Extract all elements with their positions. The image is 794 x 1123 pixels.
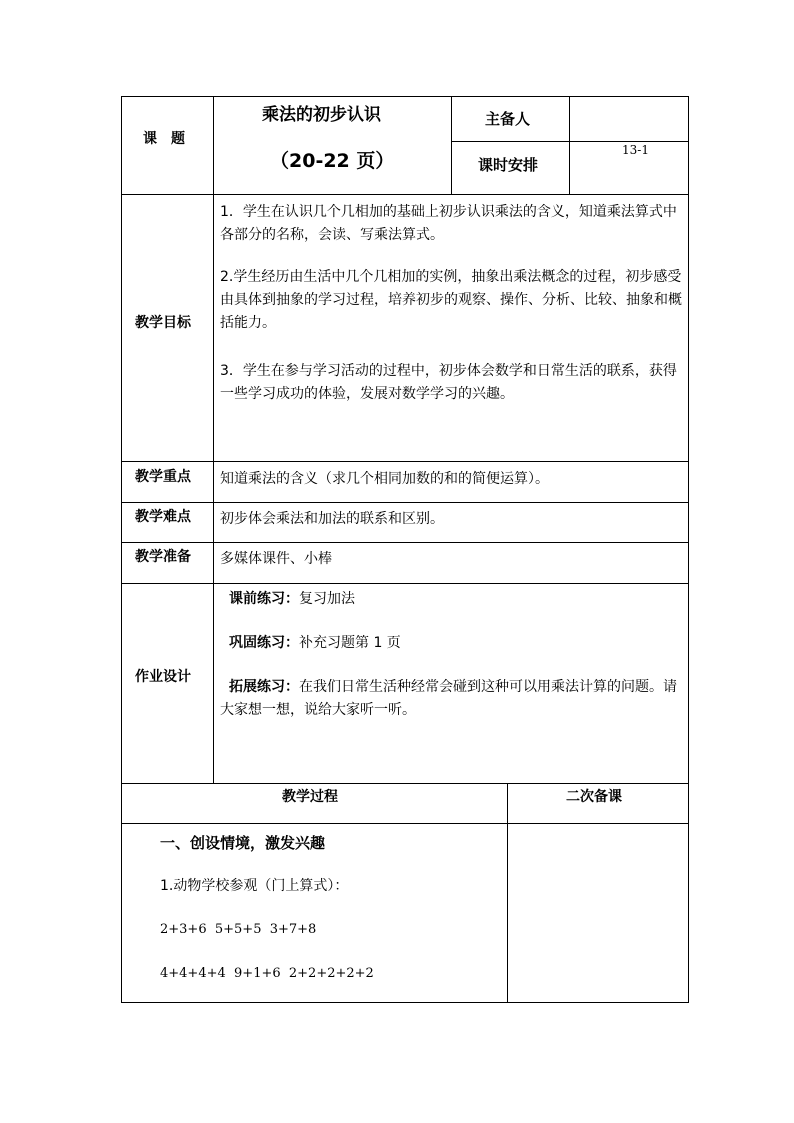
homework-consolidate-label: 巩固练习： — [229, 635, 299, 651]
row-divider — [121, 783, 689, 784]
homework-consolidate — [229, 632, 401, 655]
homework-pre-value: 复习加法 — [299, 591, 355, 607]
second-prep-header: 二次备课 — [566, 789, 622, 805]
row-divider — [121, 583, 689, 584]
lesson-title: 乘法的初步认识 — [262, 105, 381, 125]
homework-label: 作业设计 — [135, 669, 191, 685]
row-divider — [121, 502, 689, 503]
objective-item-1: 1．学生在认识几个几相加的基础上初步认识乘法的含义，知道乘法算式中各部分的名称，会读、写乘法算式。 — [220, 204, 677, 243]
process-section-title: 一、创设情境，激发兴趣 — [160, 834, 326, 852]
process-item-1: 1.动物学校参观（门上算式）： — [160, 878, 349, 894]
difficulty-label: 教学难点 — [135, 509, 191, 525]
homework-extend-value: 在我们日常生活种经常会碰到这种可以用乘法计算的问题。请大家想一想，说给大家听一听。 — [220, 679, 677, 718]
homework-consolidate-value: 补充习题第 1 页 — [299, 635, 401, 651]
process-formula-line-2: 4+4+4+4 9+1+6 2+2+2+2+2 — [160, 966, 374, 981]
difficulty-value: 初步体会乘法和加法的联系和区别。 — [220, 511, 444, 527]
process-formula-line-1: 2+3+6 5+5+5 3+7+8 — [160, 922, 317, 937]
row-divider — [121, 461, 689, 462]
objective-item-3: 3．学生在参与学习活动的过程中，初步体会数学和日常生活的联系，获得一些学习成功的体验，发展对数学学习的兴趣。 — [220, 363, 677, 402]
objective-item-2: 2.学生经历由生活中几个几相加的实例，抽象出乘法概念的过程，初步感受由具体到抽象的学习过程，培养初步的观察、操作、分析、比较、抽象和概括能力。 — [220, 269, 682, 331]
key-point-value: 知道乘法的含义（求几个相同加数的和的简便运算）。 — [220, 471, 549, 487]
col-divider — [213, 96, 214, 783]
key-point-label: 教学重点 — [135, 469, 191, 485]
row-divider — [121, 194, 689, 195]
homework-extend — [220, 676, 684, 722]
preparation-value: 多媒体课件、小棒 — [220, 551, 332, 567]
row-divider — [121, 823, 689, 824]
schedule-value: 13-1 — [622, 143, 649, 157]
col-divider — [507, 783, 508, 1003]
objectives-label: 教学目标 — [135, 315, 191, 331]
col-divider — [451, 96, 452, 194]
process-header: 教学过程 — [282, 789, 338, 805]
homework-extend-label: 拓展练习： — [229, 679, 299, 695]
row-divider — [121, 542, 689, 543]
row-divider — [451, 141, 689, 142]
col-divider — [569, 96, 570, 194]
lesson-pages: （20-22 页） — [270, 150, 395, 172]
schedule-label: 课时安排 — [478, 156, 539, 174]
subject-label: 课 题 — [143, 131, 185, 147]
preparation-label: 教学准备 — [135, 549, 191, 565]
homework-pre — [229, 588, 355, 611]
preparer-label: 主备人 — [485, 110, 531, 128]
homework-pre-label: 课前练习： — [229, 591, 299, 607]
